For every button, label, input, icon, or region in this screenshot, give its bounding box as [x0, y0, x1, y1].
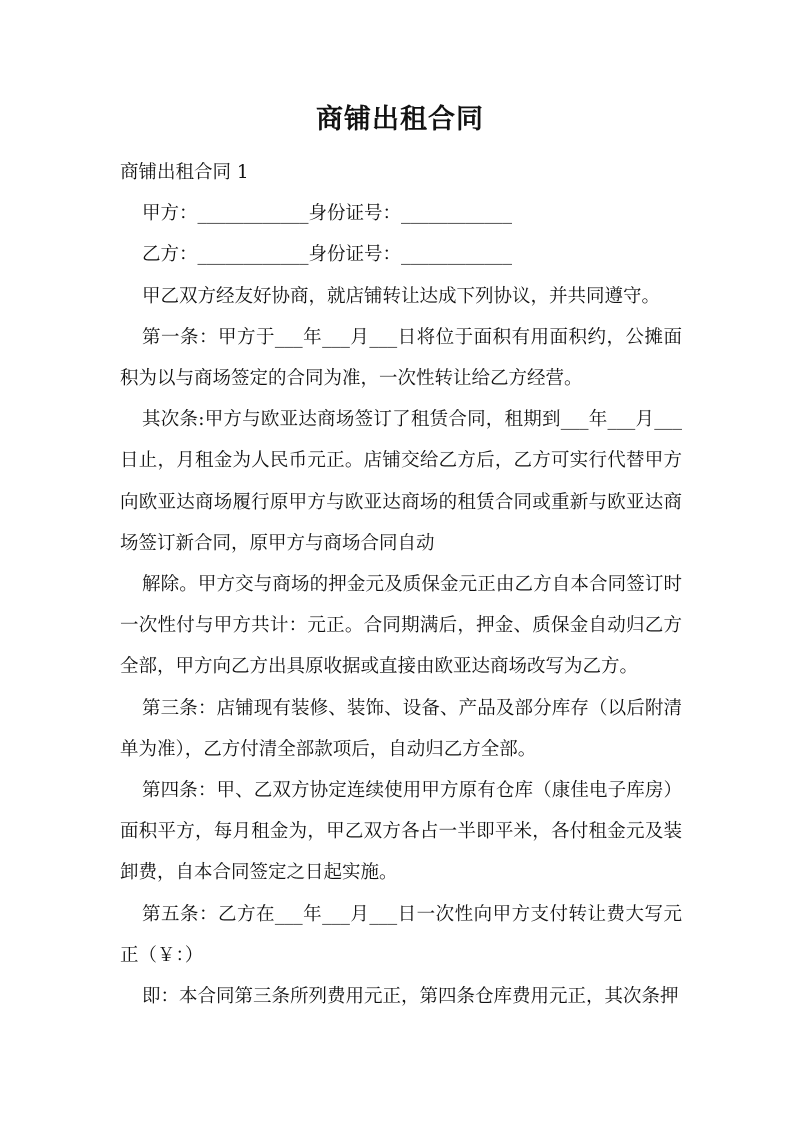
- paragraph: 甲方：____________身份证号：____________: [142, 203, 513, 225]
- paragraph: 商铺出租合同 1: [120, 162, 249, 183]
- document-title: 商铺出租合同: [316, 104, 484, 135]
- paragraph: 第一条：甲方于___年___月___日将位于面积有用面积约，公摊面积为以与商场签定的合同为准，一次性转让给乙方经营。: [120, 326, 682, 390]
- paragraph: 乙方：____________身份证号：____________: [142, 244, 513, 266]
- paragraph: 第三条：店铺现有装修、装饰、设备、产品及部分库存（以后附清单为准），乙方付清全部款项后，自动归乙方全部。: [120, 697, 682, 760]
- paragraph: 即：本合同第三条所列费用元正，第四条仓库费用元正，其次条押: [142, 986, 679, 1008]
- paragraph: 第五条：乙方在___年___月___日一次性向甲方支付转让费大写元正（￥：）: [120, 903, 682, 966]
- document-body: [120, 152, 682, 1017]
- paragraph: 解除。甲方交与商场的押金元及质保金元正由乙方自本合同签订时一次性付与甲方共计：元正。合同期满后，押金、质保金自动归乙方全部，甲方向乙方出具原收据或直接由欧亚达商场改写为乙方。: [120, 574, 682, 678]
- paragraph: 其次条:甲方与欧亚达商场签订了租赁合同，租期到___年___月___日止，月租金为人民币元正。店铺交给乙方后，乙方可实行代替甲方向欧亚达商场履行原甲方与欧亚达商场的租赁合同或重新与欧亚达商场签订新合同，原甲方与商场合同自动: [120, 409, 682, 554]
- paragraph: 第四条：甲、乙双方协定连续使用甲方原有仓库（康佳电子库房）面积平方，每月租金为，甲乙双方各占一半即平米，各付租金元及装卸费，自本合同签定之日起实施。: [120, 780, 682, 884]
- paragraph: 甲乙双方经友好协商，就店铺转让达成下列协议，并共同遵守。: [142, 285, 661, 307]
